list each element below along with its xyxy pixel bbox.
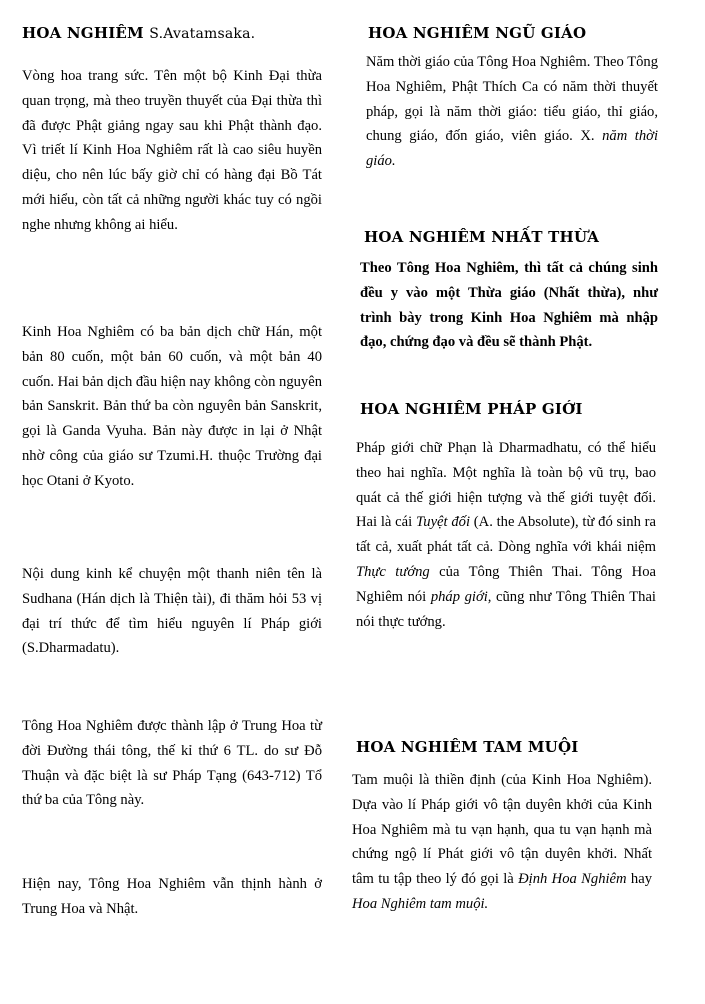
heading-sanskrit: S.Avatamsaka. xyxy=(149,26,256,42)
italic-term: Hoa Nghiêm tam muội. xyxy=(352,895,489,912)
paragraph-text: (A. the Absolute), từ đó sinh ra tất cả, xuất phát tất cả. Dòng nghĩa với khái niệm xyxy=(356,514,656,556)
italic-term: pháp giới, xyxy=(430,588,492,605)
paragraph: Tông Hoa Nghiêm được thành lập ở Trung Hoa từ đời Đường thái tông, thế kỉ thứ 6 TL. do sư Đỗ Thuận và đặc biệt là sư Pháp Tạng (643-712) Tổ thứ ba của Tông này. xyxy=(22,718,322,809)
paragraph-text: của Tông Thiên Thai. Tông Hoa Nghiêm nói xyxy=(356,563,656,605)
paragraph-text: Pháp giới chữ Phạn là Dharmadhatu, có thể hiểu theo hai nghĩa. Một nghĩa là toàn bộ vũ trụ, bao quát cả thế giới hiện tượng và thế giới tuyệt đối. Hai là cái xyxy=(356,440,656,531)
heading-main: HOA NGHIÊM xyxy=(22,24,144,42)
entry-heading-ngu-giao: HOA NGHIÊM NGŨ GIÁO xyxy=(368,24,587,42)
italic-term: Thực tướng xyxy=(356,563,430,580)
entry-heading-phap-gioi: HOA NGHIÊM PHÁP GIỚI xyxy=(360,400,583,418)
paragraph-text: Năm thời giáo của Tông Hoa Nghiêm. Theo Tông Hoa Nghiêm, Phật Thích Ca có năm thời thuyết pháp, gọi là năm thời giáo: tiểu giáo, thỉ giáo, chung giáo, đốn giáo, viên giáo. X. xyxy=(366,54,658,145)
italic-term: Tuyệt đối xyxy=(415,514,471,531)
entry-heading-nhat-thua: HOA NGHIÊM NHẤT THỪA xyxy=(364,228,600,246)
paragraph: Hiện nay, Tông Hoa Nghiêm vẫn thịnh hành ở Trung Hoa và Nhật. xyxy=(22,876,322,917)
paragraph-text: hay xyxy=(630,871,652,888)
paragraph: Kinh Hoa Nghiêm có ba bản dịch chữ Hán, một bản 80 cuốn, một bản 60 cuốn, và một bản 40 cuốn. Hai bản dịch đầu hiện nay không còn nguyên bản Sanskrit. Bản thứ ba còn nguyên bản Sanskrit, gọi là Ganda Vyuha. Bản này được in lại ở Nhật nhờ công của giáo sư Tzumi.H. thuộc Trường đại học Otani ở Kyoto. xyxy=(22,324,322,489)
paragraph-text: Tam muội là thiền định (của Kinh Hoa Nghiêm). Dựa vào lí Pháp giới vô tận duyên khởi của Kinh Hoa Nghiêm mà tu vạn hạnh, qua tu vạn hạnh mà chứng ngộ lí Phát giới vô tận duyên khởi. Nhất tâm tu tập theo lý đó gọi là xyxy=(352,772,652,888)
paragraph: Nội dung kinh kể chuyện một thanh niên tên là Sudhana (Hán dịch là Thiện tài), đi thăm hỏi 53 vị đại trí thức để tìm hiểu nguyên lí Pháp giới (S.Dharmadatu). xyxy=(22,566,322,657)
paragraph xyxy=(356,436,656,634)
entry-heading-tam-muoi: HOA NGHIÊM TAM MUỘI xyxy=(356,738,579,756)
cross-reference: năm thời giáo. xyxy=(366,128,658,170)
italic-term: Định Hoa Nghiêm xyxy=(518,871,627,888)
entry-heading-hoa-nghiem xyxy=(22,24,255,42)
paragraph-text: cũng như Tông Thiên Thai nói thực tướng. xyxy=(356,588,656,630)
paragraph xyxy=(352,768,652,917)
paragraph: Theo Tông Hoa Nghiêm, thì tất cả chúng sinh đều y vào một Thừa giáo (Nhất thừa), như trình bày trong Kinh Hoa Nghiêm mà nhập đạo, chứng đạo và đều sẽ thành Phật. xyxy=(360,260,658,351)
paragraph xyxy=(366,50,658,174)
paragraph: Vòng hoa trang sức. Tên một bộ Kinh Đại thừa quan trọng, mà theo truyền thuyết của Đại thừa thì đã được Phật giảng ngay sau khi Phật thành đạo. Vì triết lí Kinh Hoa Nghiêm rất là cao siêu huyền diệu, cho nên lúc bấy giờ chỉ có hàng đại Bồ Tát mới hiểu, còn tất cả những người khác tuy có ngồi nghe nhưng không ai hiểu. xyxy=(22,68,322,233)
